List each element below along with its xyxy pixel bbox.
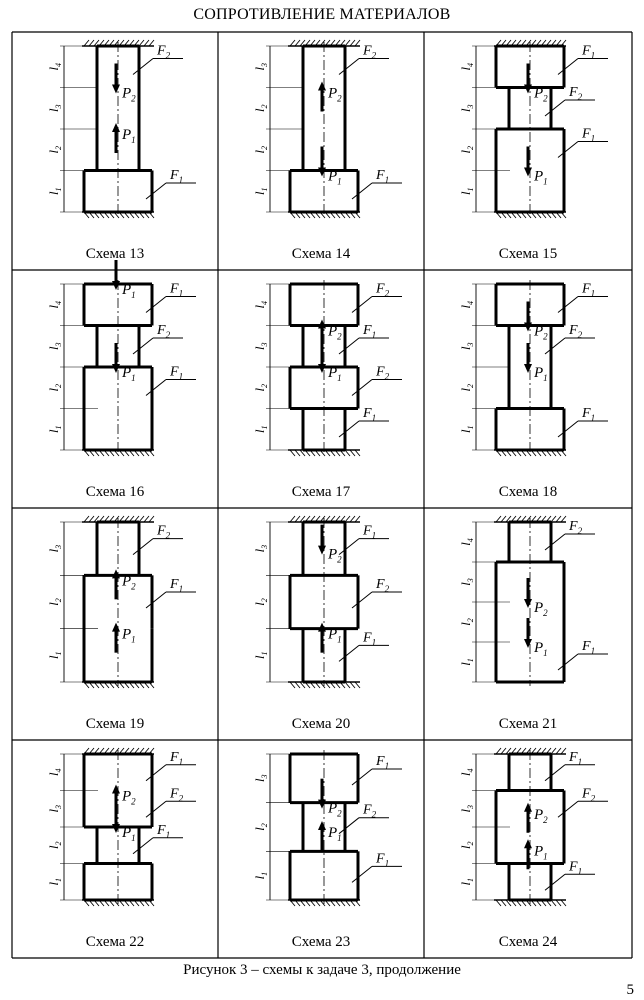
area-leader [352, 297, 372, 313]
area-label-F1: $F_1$ [376, 168, 390, 186]
force-p1-label: $P_1$ [328, 626, 342, 645]
force-p1-label: $P_1$ [122, 825, 136, 843]
scheme-14 [252, 40, 402, 262]
length-label-3: $l_3$ [46, 544, 63, 553]
area-leader [352, 866, 372, 882]
area-label-F1: $F_1$ [363, 523, 377, 541]
scheme-22 [46, 748, 196, 950]
force-p1-label: $P_1$ [534, 168, 548, 187]
area-label-F2: $F_2$ [170, 786, 184, 804]
force-p2-label: $P_2$ [534, 600, 548, 618]
area-label-F1: $F_1$ [170, 364, 184, 382]
force-p1-arrowhead [112, 123, 120, 132]
area-leader [146, 297, 166, 313]
area-leader [352, 380, 372, 396]
force-p2-label: $P_2$ [328, 85, 342, 104]
length-label-3: $l_3$ [458, 804, 475, 813]
length-label-4: $l_4$ [46, 300, 63, 309]
length-label-2: $l_2$ [46, 841, 63, 850]
page-title: СОПРОТИВЛЕНИЕ МАТЕРИАЛОВ [193, 6, 451, 23]
area-leader [339, 421, 359, 437]
area-leader [133, 539, 153, 555]
area-label-F2: $F_2$ [363, 802, 377, 820]
length-label-1: $l_1$ [46, 425, 63, 434]
area-label-F2: $F_2$ [157, 323, 171, 341]
length-label-3: $l_3$ [46, 804, 63, 813]
scheme-caption: Схема 16 [85, 484, 145, 500]
force-p2-arrowhead [112, 85, 120, 94]
area-leader [558, 142, 578, 158]
length-label-1: $l_1$ [46, 877, 63, 886]
force-p1-label: $P_1$ [122, 365, 136, 383]
area-label-F1: $F_1$ [363, 406, 377, 424]
length-label-3: $l_3$ [458, 578, 475, 586]
length-label-3: $l_3$ [252, 342, 269, 351]
area-leader [146, 592, 166, 608]
force-p1-arrowhead [524, 639, 532, 648]
scheme-16 [46, 260, 196, 500]
area-label-F1: $F_1$ [569, 749, 583, 767]
force-p1-label: $P_1$ [122, 626, 136, 645]
force-p1-label: $P_1$ [534, 640, 548, 658]
area-label-F1: $F_1$ [170, 168, 184, 186]
length-label-3: $l_3$ [252, 774, 269, 783]
area-leader [146, 380, 166, 396]
length-label-3: $l_3$ [252, 62, 269, 71]
force-p1-arrowhead [112, 623, 120, 632]
force-p2-label: $P_2$ [534, 806, 548, 825]
force-p1-label: $P_1$ [534, 365, 548, 383]
length-label-2: $l_2$ [46, 145, 63, 154]
length-label-4: $l_4$ [458, 538, 475, 546]
scheme-23 [252, 750, 402, 950]
length-label-2: $l_2$ [458, 145, 475, 154]
area-label-F1: $F_1$ [582, 126, 596, 144]
length-label-1: $l_1$ [252, 425, 269, 434]
area-leader [339, 818, 359, 834]
area-label-F1: $F_1$ [363, 323, 377, 341]
scheme-caption: Схема 21 [498, 716, 558, 732]
length-label-4: $l_4$ [46, 62, 63, 71]
area-label-F1: $F_1$ [582, 639, 596, 656]
length-label-3: $l_3$ [46, 342, 63, 351]
force-p2-label: $P_2$ [328, 323, 342, 342]
force-p1-label: $P_1$ [328, 168, 342, 187]
scheme-20 [252, 516, 402, 732]
area-label-F1: $F_1$ [569, 859, 583, 877]
area-leader [558, 801, 578, 817]
length-label-4: $l_4$ [458, 768, 475, 777]
force-p1-arrowhead [524, 168, 532, 177]
force-p2-label: $P_2$ [122, 788, 136, 807]
force-p2-label: $P_2$ [122, 85, 136, 104]
area-leader [558, 421, 578, 437]
area-leader [133, 838, 153, 854]
area-leader [339, 645, 359, 661]
force-p2-arrowhead [112, 785, 120, 794]
area-label-F1: $F_1$ [363, 630, 377, 648]
area-label-F1: $F_1$ [376, 851, 390, 869]
scheme-17 [252, 280, 402, 500]
force-p1-label: $P_1$ [122, 127, 136, 145]
length-label-2: $l_2$ [252, 598, 269, 606]
area-leader [133, 338, 153, 354]
force-p1-label: $P_1$ [328, 825, 342, 843]
area-label-F1: $F_1$ [376, 754, 390, 772]
scheme-caption: Схема 15 [498, 246, 558, 262]
area-leader [339, 539, 359, 555]
length-label-1: $l_1$ [458, 877, 475, 886]
length-label-4: $l_4$ [458, 62, 475, 71]
area-leader [545, 765, 565, 781]
length-label-2: $l_2$ [458, 383, 475, 392]
length-label-4: $l_4$ [458, 300, 475, 309]
area-leader [545, 874, 565, 890]
force-p2-label: $P_2$ [328, 546, 342, 565]
area-label-F2: $F_2$ [376, 364, 390, 382]
length-label-4: $l_4$ [252, 300, 269, 309]
area-leader [545, 534, 565, 550]
area-label-F2: $F_2$ [569, 323, 583, 341]
length-label-3: $l_3$ [458, 342, 475, 351]
area-label-F1: $F_1$ [582, 281, 596, 299]
area-leader [558, 297, 578, 313]
area-leader [339, 59, 359, 75]
force-p2-label: $P_2$ [534, 323, 548, 342]
area-leader [352, 769, 372, 785]
length-label-2: $l_2$ [252, 823, 269, 831]
area-leader [545, 338, 565, 354]
length-label-3: $l_3$ [458, 104, 475, 113]
area-label-F1: $F_1$ [170, 749, 184, 767]
scheme-18 [458, 280, 608, 500]
scheme-24 [458, 748, 608, 950]
area-leader [558, 59, 578, 75]
area-leader [339, 338, 359, 354]
length-label-1: $l_1$ [252, 871, 269, 880]
scheme-caption: Схема 19 [85, 716, 145, 732]
scheme-caption: Схема 13 [85, 246, 145, 262]
area-label-F1: $F_1$ [170, 577, 184, 594]
length-label-2: $l_2$ [458, 841, 475, 850]
length-label-1: $l_1$ [252, 651, 269, 660]
area-label-F1: $F_1$ [170, 281, 184, 299]
area-label-F2: $F_2$ [363, 43, 377, 61]
length-label-2: $l_2$ [252, 145, 269, 154]
scheme-19 [46, 516, 196, 732]
area-label-F1: $F_1$ [582, 406, 596, 424]
page-number: 5 [626, 982, 634, 998]
length-label-1: $l_1$ [458, 187, 475, 196]
length-label-3: $l_3$ [252, 544, 269, 553]
scheme-caption: Схема 14 [291, 246, 351, 262]
scheme-caption: Схема 23 [291, 934, 351, 950]
length-label-2: $l_2$ [252, 383, 269, 392]
area-label-F2: $F_2$ [569, 85, 583, 103]
length-label-3: $l_3$ [46, 104, 63, 113]
force-p1-label: $P_1$ [122, 282, 136, 300]
area-label-F1: $F_1$ [582, 43, 596, 61]
force-p2-arrowhead [524, 599, 532, 608]
area-leader [352, 183, 372, 199]
force-p1-arrowhead [524, 839, 532, 848]
length-label-1: $l_1$ [46, 187, 63, 196]
area-leader [146, 183, 166, 199]
length-label-2: $l_2$ [46, 383, 63, 392]
length-label-2: $l_2$ [252, 104, 269, 113]
area-leader [558, 654, 578, 670]
scheme-13 [46, 40, 196, 262]
length-label-1: $l_1$ [458, 425, 475, 434]
force-p2-label: $P_2$ [328, 800, 342, 819]
area-label-F2: $F_2$ [157, 43, 171, 61]
area-leader [352, 592, 372, 608]
area-label-F2: $F_2$ [376, 281, 390, 299]
scheme-15 [458, 40, 608, 262]
area-label-F2: $F_2$ [376, 577, 390, 594]
length-label-2: $l_2$ [458, 618, 475, 626]
force-p1-arrowhead [318, 821, 326, 830]
force-p2-label: $P_2$ [122, 573, 136, 592]
area-label-F1: $F_1$ [157, 822, 171, 840]
force-p2-arrowhead [524, 803, 532, 812]
area-leader [133, 59, 153, 75]
length-label-4: $l_4$ [46, 768, 63, 777]
area-leader [146, 765, 166, 781]
force-p2-arrowhead [318, 82, 326, 91]
length-label-1: $l_1$ [458, 658, 475, 666]
area-leader [146, 801, 166, 817]
area-label-F2: $F_2$ [157, 523, 171, 541]
force-p1-arrowhead [524, 364, 532, 373]
force-p2-arrowhead [318, 546, 326, 555]
area-label-F2: $F_2$ [569, 519, 583, 536]
area-leader [545, 100, 565, 116]
length-label-1: $l_1$ [252, 187, 269, 196]
scheme-caption: Схема 24 [498, 934, 558, 950]
length-label-2: $l_2$ [46, 598, 63, 606]
scheme-caption: Схема 20 [291, 716, 351, 732]
scheme-caption: Схема 17 [291, 484, 351, 500]
length-label-1: $l_1$ [46, 651, 63, 660]
area-label-F2: $F_2$ [582, 786, 596, 804]
force-p2-label: $P_2$ [534, 85, 548, 104]
scheme-caption: Схема 22 [85, 934, 145, 950]
force-p1-label: $P_1$ [534, 843, 548, 862]
figure-caption: Рисунок 3 – схемы к задаче 3, продолжение [183, 962, 461, 978]
scheme-21 [458, 516, 608, 732]
force-p1-label: $P_1$ [328, 365, 342, 383]
scheme-caption: Схема 18 [498, 484, 558, 500]
